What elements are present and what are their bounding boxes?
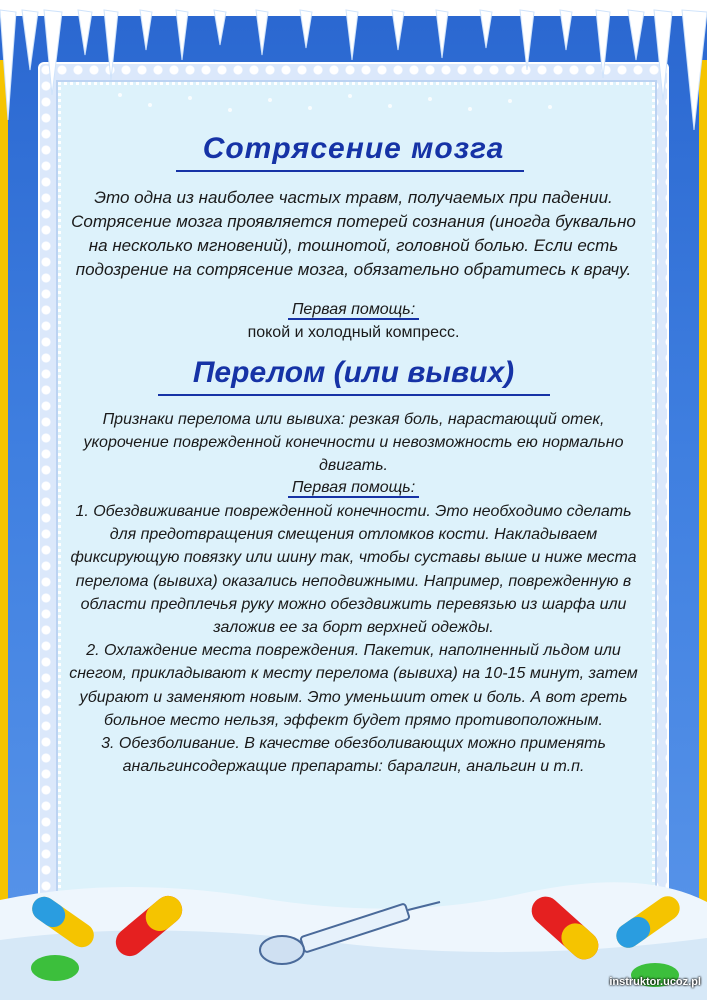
section1-first-aid-text: покой и холодный компресс. [247,324,460,341]
step-item: 1. Обездвиживание поврежденной конечности. Это необходимо сделать для предотвращения смещения отломков кости. Накладываем фиксирующую повязку или шину так, чтобы суставы выше и ниже места перелома (вывиха) оказались неподвижными. Например, поврежденную в области предплечья руку можно обездвижить перевязью из шарфа или заложив ее за борт верхней одежды. [70,503,637,637]
snow-medical-illustration [0,880,707,1000]
section2-title: Перелом (или вывих) [192,356,515,389]
section2-first-aid-label [58,479,649,497]
first-aid-steps [64,500,643,778]
left-yellow-edge [0,60,8,920]
section2-body: Признаки перелома или вывиха: резкая боль, нарастающий отек, укорочение поврежденной конечности и невозможность ею нормально двигать. [83,411,624,474]
section1-first-aid-label [58,301,649,319]
step-item: 2. Охлаждение места повреждения. Пакетик, наполненный льдом или снегом, прикладывают к месту перелома (вывиха) на 10-15 минут, затем убирают и заменяют новым. Это уменьшит отек и боль. А вот греть больное место нельзя, эффект будет прямо противоположным. [69,642,638,729]
step-item: 3. Обезболивание. В качестве обезболивающих можно применять анальгинсодержащие препараты: баралгин, анальгин и т.п. [101,735,606,776]
right-yellow-edge [699,60,707,920]
section1-body: Это одна из наиболее частых травм, получаемых при падении. Сотрясение мозга проявляется потерей сознания (иногда буквально на несколько мгновений), тошнотой, головной болью. Если есть подозрение на сотрясение мозга, обязательно обратитесь к врачу. [71,188,636,279]
green-pill-icon [31,955,79,981]
section2-first-aid-label-text: Первая помощь: [288,479,419,498]
watermark: instruktor.ucoz.pl [609,976,701,988]
section1-title: Сотрясение мозга [202,132,505,165]
content-area [58,82,649,912]
section1-first-aid-label-text: Первая помощь: [288,301,419,320]
section2-title-underline [158,394,550,396]
section1-title-underline [176,170,524,172]
